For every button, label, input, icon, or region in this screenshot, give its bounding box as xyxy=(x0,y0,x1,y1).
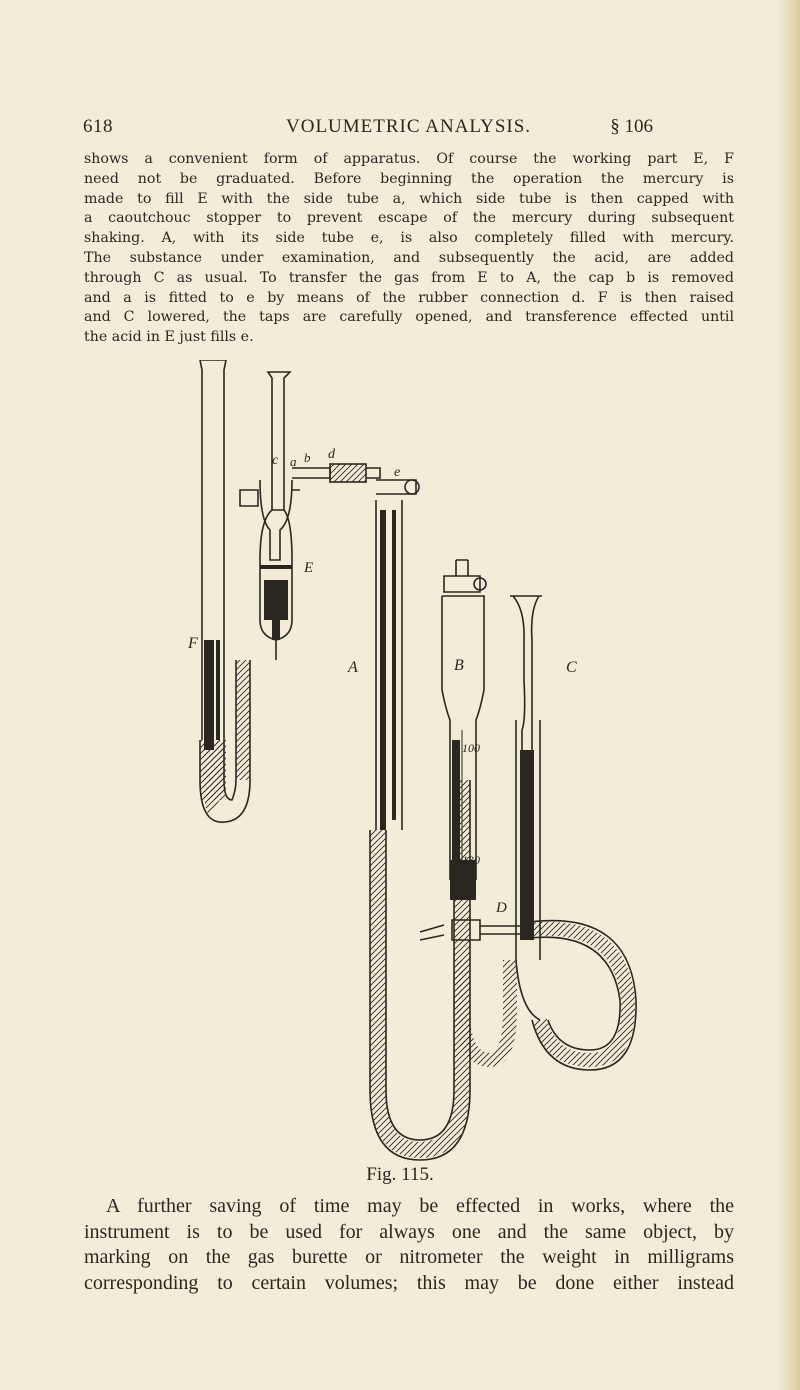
paragraph-2-line: A further saving of time may be effected in works, where the xyxy=(106,1195,734,1217)
label-e-side: e xyxy=(394,465,401,480)
paragraph-1-line: shows a convenient form of apparatus. Of course the working part E, F xyxy=(84,151,734,167)
paragraph-1-line: the acid in E just fills e. xyxy=(84,329,254,346)
paragraph-1-line: and C lowered, the taps are carefully opened, and transference effected until xyxy=(84,309,734,326)
connector-d xyxy=(420,920,530,940)
paragraph-1 xyxy=(84,150,734,348)
paragraph-2-line: corresponding to certain volumes; this may be done either instead xyxy=(84,1271,734,1294)
label-a: A xyxy=(348,659,358,676)
paragraph-1-line: a caoutchouc stopper to prevent escape of the mercury during subsequent xyxy=(84,210,734,227)
label-d-connector: D xyxy=(496,900,507,916)
label-b: B xyxy=(454,657,464,674)
paragraph-1-line: through C as usual. To transfer the gas from E to A, the cap b is removed xyxy=(84,269,734,286)
label-c-upper: c xyxy=(272,453,279,468)
label-b-cap: b xyxy=(304,450,311,465)
reservoir-c xyxy=(510,596,542,1020)
running-header xyxy=(83,116,653,138)
running-title: VOLUMETRIC ANALYSIS. xyxy=(286,116,532,137)
scale-label-100: 100 xyxy=(462,741,480,755)
label-f: F xyxy=(188,635,198,652)
section-number: § 106 xyxy=(610,116,653,137)
scale-label-130: 130 xyxy=(462,853,480,867)
paragraph-1-line: need not be graduated. Before beginning the operation the mercury is xyxy=(84,170,734,187)
apparatus-figure xyxy=(180,360,650,1170)
page-number: 618 xyxy=(83,116,113,137)
paragraph-1-line: The substance under examination, and subsequently the acid, are added xyxy=(84,249,734,266)
vessel-e xyxy=(240,372,300,660)
paragraph-1-line: and a is fitted to e by means of the rubber connection d. F is then raised xyxy=(84,289,734,306)
label-e-vessel: E xyxy=(304,560,314,576)
paragraph-2 xyxy=(84,1194,734,1296)
label-a-side: a xyxy=(290,454,297,469)
paragraph-1-line: shaking. A, with its side tube e, is also completely filled with mercury. xyxy=(84,230,734,247)
tube-f xyxy=(200,360,226,750)
paragraph-2-line: marking on the gas burette or nitrometer the weight in milligrams xyxy=(84,1246,734,1268)
paragraph-2-line: instrument is to be used for always one and the same object, by xyxy=(84,1220,734,1243)
rubber-hose-b-c xyxy=(530,929,628,1060)
figure-caption: Fig. 115. xyxy=(366,1164,434,1185)
burette-a xyxy=(376,500,402,830)
label-c: C xyxy=(566,659,577,676)
paragraph-1-line: made to fill E with the side tube a, which side tube is then capped with xyxy=(84,190,734,207)
label-d: d xyxy=(328,447,335,462)
